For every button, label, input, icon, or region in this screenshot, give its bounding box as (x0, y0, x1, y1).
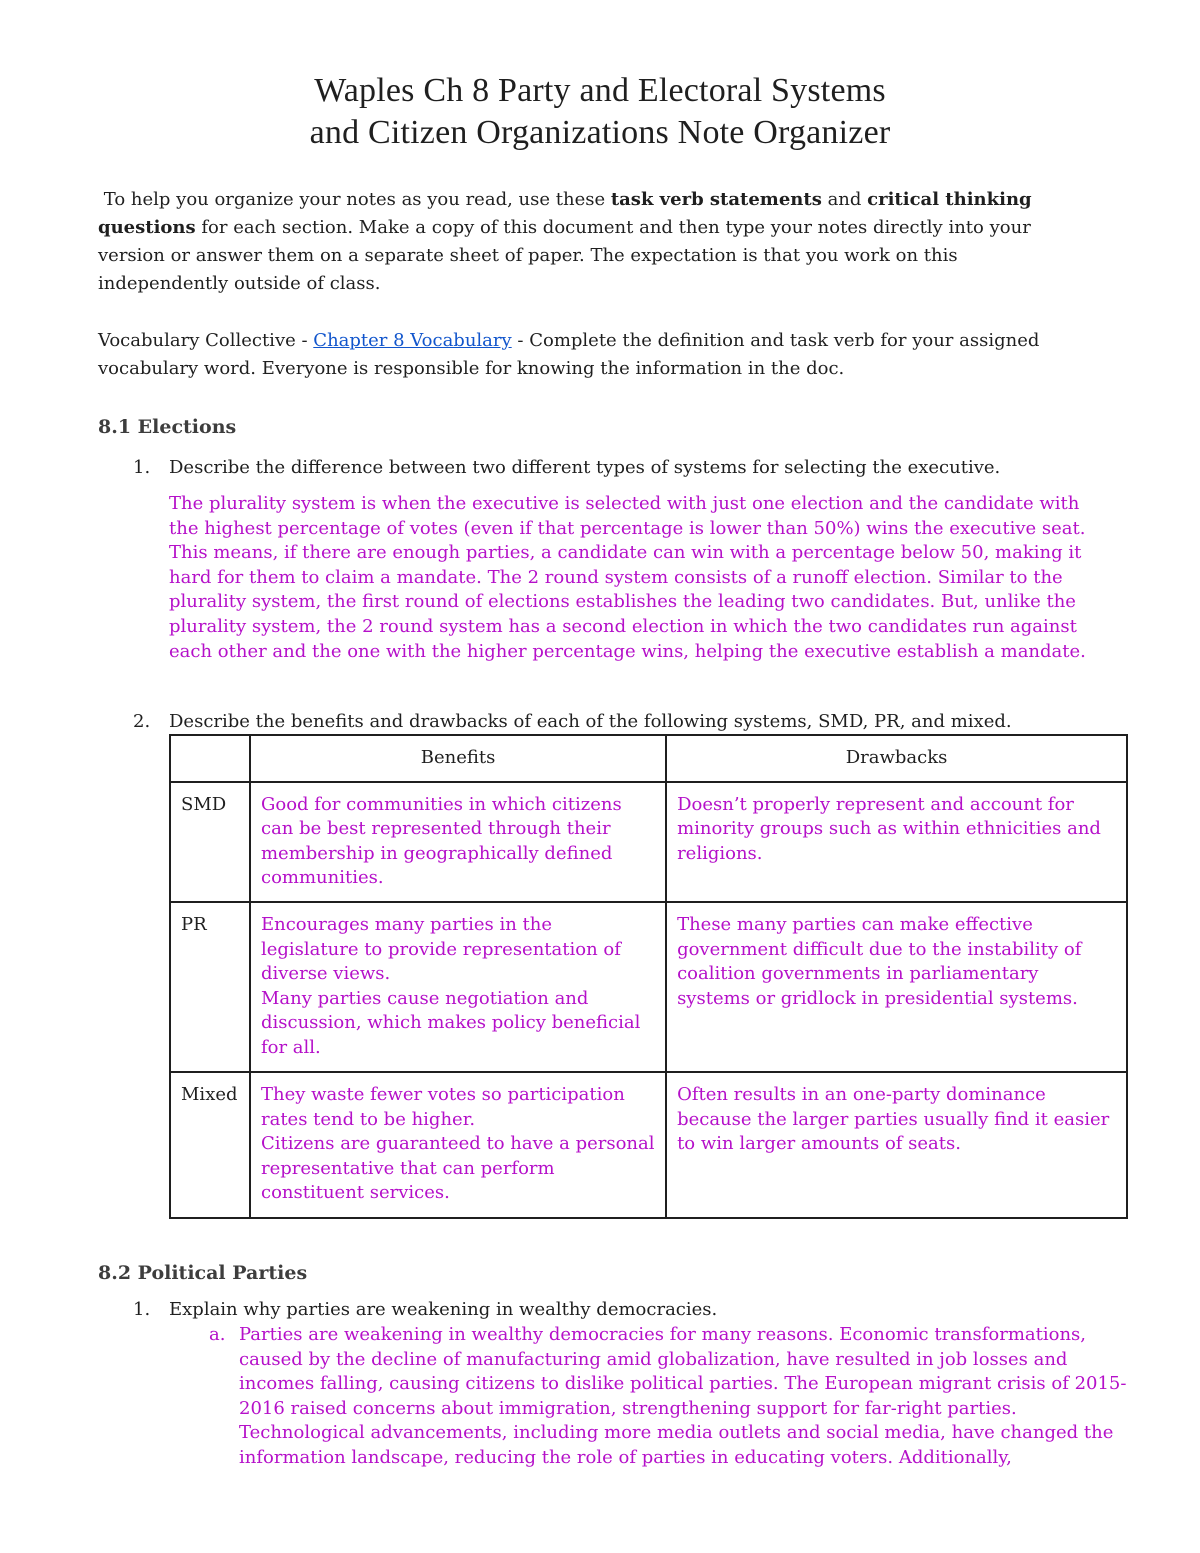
drawbacks-cell (666, 1072, 1127, 1218)
row-label: Mixed (170, 1072, 250, 1218)
question-number: 2. (133, 711, 151, 732)
vocab-suffix: - Complete the definition and task verb for your assigned vocabulary word. Everyone is responsible for knowing the information in the doc. (98, 330, 1040, 379)
table-row-smd (170, 782, 1127, 902)
answer-1: The plurality system is when the executive is selected with just one election and the candidate with the highest percentage of votes (even if that percentage is lower than 50%) wins the executive seat. This means, if there are enough parties, a candidate can win with a percentage below 50, making it hard for them to claim a mandate. The 2 round system consists of a runoff election. Similar to the plurality system, the first round of elections establishes the leading two candidates. But, unlike the plurality system, the 2 round system has a second election in which the two candidates run against each other and the one with the higher percentage wins, helping the executive establish a mandate. (169, 493, 1086, 662)
chapter-vocabulary-link[interactable]: Chapter 8 Vocabulary (313, 330, 512, 351)
cell-line: Citizens are guaranteed to have a personal representative that can perform constituent services. (260, 1133, 655, 1204)
cell-line: Often results in an one-party dominance because the larger parties usually find it easier to win larger amounts of seats. (677, 1083, 1110, 1155)
intro-text-1: To help you organize your notes as you read, use these (103, 189, 611, 210)
benefits-cell (250, 902, 666, 1072)
header-drawbacks: Drawbacks (666, 735, 1127, 782)
cell-line: Encourages many parties in the legislature to provide representation of diverse views. (260, 913, 621, 985)
intro-text-2: and (821, 189, 868, 210)
systems-table (169, 734, 1128, 1219)
row-label: PR (170, 902, 250, 1072)
benefits-cell (250, 782, 666, 902)
cell-line: Doesn’t properly represent and account for minority groups such as within ethnicities and religions. (677, 793, 1101, 864)
intro-text-3: for each section. Make a copy of this document and then type your notes directly into your version or answer them on a separate sheet of paper. The expectation is that you work on this independently outside of class. (98, 217, 1031, 294)
question-text: Explain why parties are weakening in wealthy democracies. (169, 1299, 718, 1320)
cell-line: They waste fewer votes so participation rates tend to be higher. (260, 1083, 625, 1130)
title-line-2: and Citizen Organizations Note Organizer (309, 114, 891, 151)
drawbacks-cell (666, 902, 1127, 1072)
sub-answer-text: Parties are weakening in wealthy democracies for many reasons. Economic transformations, caused by the decline of manufacturing amid globalization, have resulted in job losses and incomes falling, causing citizens to dislike political parties. The European migrant crisis of 2015-2016 raised concerns about immigration, strengthening support for far-right parties. Technological advancements, including more media outlets and social media, have changed the information landscape, reducing the role of parties in educating voters. Additionally, (239, 1324, 1127, 1468)
question-text: Describe the benefits and drawbacks of each of the following systems, SMD, PR, and mixed. (169, 711, 1012, 732)
question-number: 1. (133, 457, 151, 478)
benefits-cell (250, 1072, 666, 1218)
sub-answer-letter: a. (209, 1324, 226, 1345)
row-label: SMD (170, 782, 250, 902)
drawbacks-cell (666, 782, 1127, 902)
question-text: Describe the difference between two different types of systems for selecting the executive. (169, 457, 1001, 478)
cell-line: Good for communities in which citizens can be best represented through their membership in geographically defined communities. (260, 793, 622, 889)
table-row-mixed (170, 1072, 1127, 1218)
cell-line: Many parties cause negotiation and discussion, which makes policy beneficial for all. (260, 987, 641, 1058)
table-header-row (170, 735, 1127, 782)
section-heading-elections: 8.1 Elections (98, 416, 237, 438)
header-empty-cell (170, 735, 250, 782)
table-row-pr (170, 902, 1127, 1072)
intro-bold-2: critical thinking questions (98, 189, 1032, 238)
question-number: 1. (133, 1299, 151, 1320)
section-heading-political-parties: 8.2 Political Parties (98, 1262, 308, 1284)
intro-bold-1: task verb statements (610, 189, 822, 210)
vocab-paragraph (98, 327, 1088, 383)
header-benefits: Benefits (250, 735, 666, 782)
page-title (0, 70, 1200, 154)
intro-paragraph (98, 186, 1088, 298)
cell-line: These many parties can make effective government difficult due to the instability of coalition governments in parliamentary systems or gridlock in presidential systems. (677, 913, 1082, 1009)
vocab-prefix: Vocabulary Collective - (98, 330, 314, 351)
title-line-1: Waples Ch 8 Party and Electoral Systems (314, 72, 886, 109)
